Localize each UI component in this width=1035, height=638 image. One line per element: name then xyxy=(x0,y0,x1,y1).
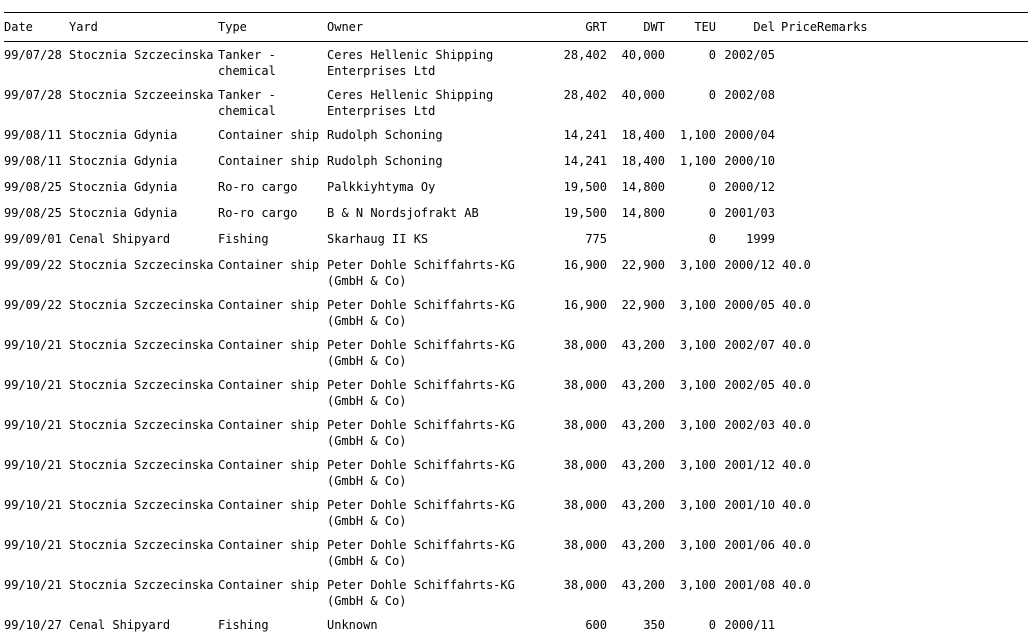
cell-date: 99/09/01 xyxy=(4,232,62,246)
cell-price xyxy=(775,82,817,122)
cell-teu: 0 xyxy=(708,232,716,246)
cell-remarks xyxy=(817,148,1028,174)
cell-date: 99/08/11 xyxy=(4,128,62,142)
header-date: Date xyxy=(4,13,69,42)
cell-price xyxy=(775,42,817,83)
cell-del: 2000/05 xyxy=(724,298,775,312)
cell-price: 40.0 xyxy=(782,258,811,272)
cell-teu: 3,100 xyxy=(679,458,716,472)
table-row xyxy=(4,532,1028,572)
cell-owner: Peter Dohle Schiffahrts-KG (GmbH & Co) xyxy=(327,538,515,568)
cell-yard: Stocznia Szczeeinska xyxy=(69,88,214,102)
table-row xyxy=(4,492,1028,532)
cell-type: Ro-ro cargo xyxy=(218,206,298,220)
header-price: Price xyxy=(775,13,817,42)
cell-yard: Stocznia Szczecinska xyxy=(69,338,214,352)
cell-date: 99/10/21 xyxy=(4,498,62,512)
cell-owner: Rudolph Schoning xyxy=(327,154,443,168)
cell-grt: 38,000 xyxy=(563,498,607,512)
cell-type: Fishing xyxy=(218,618,269,632)
cell-remarks xyxy=(817,572,1028,612)
cell-date: 99/10/21 xyxy=(4,538,62,552)
cell-grt: 14,241 xyxy=(563,154,607,168)
cell-price xyxy=(775,226,817,252)
cell-dwt: 350 xyxy=(643,618,665,632)
table-row xyxy=(4,148,1028,174)
cell-type: Container ship xyxy=(218,458,320,472)
cell-grt: 38,000 xyxy=(563,538,607,552)
cell-date: 99/10/21 xyxy=(4,458,62,472)
cell-date: 99/09/22 xyxy=(4,258,62,272)
cell-price: 40.0 xyxy=(782,378,811,392)
cell-owner: Ceres Hellenic Shipping Enterprises Ltd xyxy=(327,48,494,78)
cell-remarks xyxy=(817,332,1028,372)
table-row xyxy=(4,82,1028,122)
cell-del: 2000/04 xyxy=(724,128,775,142)
cell-price: 40.0 xyxy=(782,578,811,592)
cell-type: Container ship xyxy=(218,578,320,592)
cell-teu: 3,100 xyxy=(679,418,716,432)
cell-dwt: 18,400 xyxy=(621,128,665,142)
cell-teu: 1,100 xyxy=(679,128,716,142)
header-yard: Yard xyxy=(69,13,218,42)
cell-price xyxy=(775,200,817,226)
cell-type: Container ship xyxy=(218,338,320,352)
cell-dwt: 43,200 xyxy=(621,458,665,472)
cell-owner: Peter Dohle Schiffahrts-KG (GmbH & Co) xyxy=(327,258,515,288)
cell-dwt: 43,200 xyxy=(621,538,665,552)
cell-owner: Ceres Hellenic Shipping Enterprises Ltd xyxy=(327,88,494,118)
header-row xyxy=(4,13,1028,42)
cell-dwt: 40,000 xyxy=(621,88,665,102)
cell-remarks xyxy=(817,82,1028,122)
table-row xyxy=(4,42,1028,83)
cell-del: 2002/08 xyxy=(724,88,775,102)
header-teu: TEU xyxy=(665,13,716,42)
cell-teu: 0 xyxy=(708,618,716,632)
cell-yard: Stocznia Gdynia xyxy=(69,206,178,220)
table-row xyxy=(4,452,1028,492)
cell-yard: Stocznia Szczecinska xyxy=(69,498,214,512)
cell-teu: 3,100 xyxy=(679,578,716,592)
cell-grt: 38,000 xyxy=(563,578,607,592)
table-row xyxy=(4,332,1028,372)
cell-del: 2001/06 xyxy=(724,538,775,552)
cell-del: 2000/11 xyxy=(724,618,775,632)
cell-teu: 3,100 xyxy=(679,498,716,512)
cell-date: 99/10/27 xyxy=(4,618,62,632)
table-row xyxy=(4,412,1028,452)
cell-grt: 28,402 xyxy=(563,48,607,62)
cell-date: 99/07/28 xyxy=(4,48,62,62)
cell-teu: 0 xyxy=(708,88,716,102)
cell-dwt: 14,800 xyxy=(621,180,665,194)
cell-owner: Peter Dohle Schiffahrts-KG (GmbH & Co) xyxy=(327,298,515,328)
cell-date: 99/10/21 xyxy=(4,378,62,392)
table-row xyxy=(4,252,1028,292)
cell-yard: Stocznia Gdynia xyxy=(69,154,178,168)
cell-remarks xyxy=(817,612,1028,638)
cell-remarks xyxy=(817,200,1028,226)
cell-owner: Rudolph Schoning xyxy=(327,128,443,142)
cell-yard: Stocznia Szczecinska xyxy=(69,458,214,472)
cell-dwt: 22,900 xyxy=(621,298,665,312)
cell-remarks xyxy=(817,372,1028,412)
cell-dwt: 18,400 xyxy=(621,154,665,168)
cell-type: Fishing xyxy=(218,232,269,246)
cell-grt: 38,000 xyxy=(563,418,607,432)
cell-type: Container ship xyxy=(218,128,320,142)
table-row xyxy=(4,372,1028,412)
cell-grt: 28,402 xyxy=(563,88,607,102)
cell-yard: Stocznia Szczecinska xyxy=(69,298,214,312)
cell-del: 2001/03 xyxy=(724,206,775,220)
cell-teu: 3,100 xyxy=(679,338,716,352)
cell-grt: 16,900 xyxy=(563,298,607,312)
table-row xyxy=(4,612,1028,638)
cell-grt: 19,500 xyxy=(563,180,607,194)
table-row xyxy=(4,226,1028,252)
cell-grt: 775 xyxy=(585,232,607,246)
cell-del: 2002/05 xyxy=(724,378,775,392)
cell-grt: 600 xyxy=(585,618,607,632)
cell-teu: 3,100 xyxy=(679,378,716,392)
cell-type: Tanker - chemical xyxy=(218,88,276,118)
cell-price: 40.0 xyxy=(782,458,811,472)
cell-type: Container ship xyxy=(218,378,320,392)
cell-date: 99/08/11 xyxy=(4,154,62,168)
cell-yard: Stocznia Szczecinska xyxy=(69,48,214,62)
cell-teu: 0 xyxy=(708,48,716,62)
header-remarks: Remarks xyxy=(817,13,1028,42)
cell-teu: 1,100 xyxy=(679,154,716,168)
cell-price: 40.0 xyxy=(782,298,811,312)
cell-owner: Peter Dohle Schiffahrts-KG (GmbH & Co) xyxy=(327,458,515,488)
cell-type: Ro-ro cargo xyxy=(218,180,298,194)
cell-date: 99/10/21 xyxy=(4,578,62,592)
cell-teu: 0 xyxy=(708,206,716,220)
cell-type: Container ship xyxy=(218,418,320,432)
cell-remarks xyxy=(817,412,1028,452)
cell-owner: Skarhaug II KS xyxy=(327,232,429,246)
cell-dwt: 43,200 xyxy=(621,418,665,432)
cell-grt: 38,000 xyxy=(563,458,607,472)
cell-teu: 3,100 xyxy=(679,258,716,272)
cell-dwt: 43,200 xyxy=(621,378,665,392)
cell-price: 40.0 xyxy=(782,538,811,552)
cell-del: 2002/07 xyxy=(724,338,775,352)
cell-price xyxy=(775,148,817,174)
cell-yard: Stocznia Szczecinska xyxy=(69,418,214,432)
cell-dwt: 40,000 xyxy=(621,48,665,62)
cell-dwt: 43,200 xyxy=(621,498,665,512)
cell-yard: Stocznia Szczecinska xyxy=(69,378,214,392)
cell-grt: 19,500 xyxy=(563,206,607,220)
cell-del: 2000/10 xyxy=(724,154,775,168)
cell-yard: Cenal Shipyard xyxy=(69,232,171,246)
cell-del: 2001/08 xyxy=(724,578,775,592)
cell-owner: Peter Dohle Schiffahrts-KG (GmbH & Co) xyxy=(327,418,515,448)
cell-del: 2001/12 xyxy=(724,458,775,472)
cell-owner: Peter Dohle Schiffahrts-KG (GmbH & Co) xyxy=(327,498,515,528)
cell-remarks xyxy=(817,452,1028,492)
cell-price: 40.0 xyxy=(782,498,811,512)
cell-owner: B & N Nordsjofrakt AB xyxy=(327,206,479,220)
cell-yard: Stocznia Gdynia xyxy=(69,128,178,142)
cell-date: 99/08/25 xyxy=(4,180,62,194)
cell-date: 99/10/21 xyxy=(4,338,62,352)
cell-del: 2000/12 xyxy=(724,180,775,194)
cell-type: Container ship xyxy=(218,258,320,272)
cell-del: 2000/12 xyxy=(724,258,775,272)
cell-type: Container ship xyxy=(218,298,320,312)
cell-teu: 0 xyxy=(708,180,716,194)
cell-del: 2001/10 xyxy=(724,498,775,512)
cell-dwt xyxy=(607,226,665,252)
cell-owner: Peter Dohle Schiffahrts-KG (GmbH & Co) xyxy=(327,338,515,368)
cell-type: Tanker - chemical xyxy=(218,48,276,78)
cell-remarks xyxy=(817,122,1028,148)
cell-del: 2002/05 xyxy=(724,48,775,62)
cell-type: Container ship xyxy=(218,538,320,552)
cell-price: 40.0 xyxy=(782,418,811,432)
cell-price xyxy=(775,122,817,148)
cell-dwt: 14,800 xyxy=(621,206,665,220)
cell-remarks xyxy=(817,532,1028,572)
cell-grt: 14,241 xyxy=(563,128,607,142)
cell-yard: Stocznia Szczecinska xyxy=(69,538,214,552)
cell-dwt: 22,900 xyxy=(621,258,665,272)
table-row xyxy=(4,122,1028,148)
cell-date: 99/08/25 xyxy=(4,206,62,220)
cell-remarks xyxy=(817,174,1028,200)
cell-yard: Cenal Shipyard xyxy=(69,618,171,632)
cell-yard: Stocznia Szczecinska xyxy=(69,578,214,592)
header-dwt: DWT xyxy=(607,13,665,42)
cell-yard: Stocznia Gdynia xyxy=(69,180,178,194)
cell-price xyxy=(775,174,817,200)
cell-del: 2002/03 xyxy=(724,418,775,432)
cell-grt: 16,900 xyxy=(563,258,607,272)
table-row xyxy=(4,200,1028,226)
table-row xyxy=(4,292,1028,332)
cell-dwt: 43,200 xyxy=(621,578,665,592)
cell-del: 1999 xyxy=(746,232,775,246)
table-row xyxy=(4,572,1028,612)
cell-remarks xyxy=(817,292,1028,332)
cell-teu: 3,100 xyxy=(679,538,716,552)
cell-owner: Peter Dohle Schiffahrts-KG (GmbH & Co) xyxy=(327,378,515,408)
cell-remarks xyxy=(817,492,1028,532)
header-grt: GRT xyxy=(545,13,607,42)
header-type: Type xyxy=(218,13,327,42)
cell-type: Container ship xyxy=(218,154,320,168)
header-del: Del xyxy=(716,13,775,42)
cell-grt: 38,000 xyxy=(563,338,607,352)
cell-type: Container ship xyxy=(218,498,320,512)
cell-date: 99/09/22 xyxy=(4,298,62,312)
cell-price xyxy=(775,612,817,638)
cell-owner: Unknown xyxy=(327,618,378,632)
cell-remarks xyxy=(817,42,1028,83)
cell-date: 99/10/21 xyxy=(4,418,62,432)
cell-teu: 3,100 xyxy=(679,298,716,312)
cell-yard: Stocznia Szczecinska xyxy=(69,258,214,272)
orderbook-table xyxy=(4,12,1028,638)
cell-grt: 38,000 xyxy=(563,378,607,392)
cell-price: 40.0 xyxy=(782,338,811,352)
cell-owner: Peter Dohle Schiffahrts-KG (GmbH & Co) xyxy=(327,578,515,608)
cell-date: 99/07/28 xyxy=(4,88,62,102)
header-owner: Owner xyxy=(327,13,545,42)
cell-remarks xyxy=(817,252,1028,292)
table-row xyxy=(4,174,1028,200)
cell-remarks xyxy=(817,226,1028,252)
cell-dwt: 43,200 xyxy=(621,338,665,352)
cell-owner: Palkkiyhtyma Oy xyxy=(327,180,436,194)
